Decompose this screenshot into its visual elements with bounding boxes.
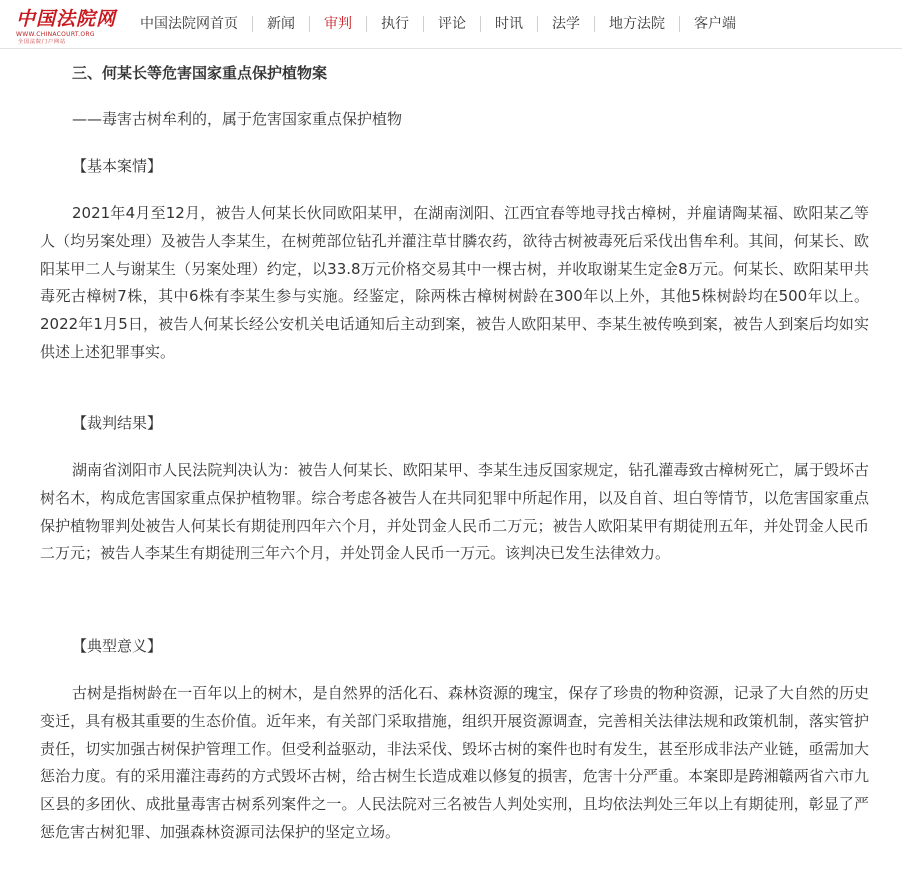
section-title-significance: 【典型意义】 bbox=[72, 637, 163, 655]
section-text-significance: 古树是指树龄在一百年以上的树木，是自然界的活化石、森林资源的瑰宝，保存了珍贵的物种资源，记录了大自然的历史变迁，具有极其重要的生态价值。近年来，有关部门采取措施，组织开展资源调查，完善相关法律法规和政策机制，落实管护责任，切实加强古树保护管理工作。但受利益驱动，非法采伐、毁坏古树的案件也时有发生，甚至形成非法产业链，亟需加大惩治力度。有的采用灌注毒药的方式毁坏古树，给古树生长造成难以修复的损害，危害十分严重。本案即是跨湘赣两省六市九区县的多团伙、成批量毒害古树系列案件之一。人民法院对三名被告人判处实刑，且均依法判处三年以上有期徒刑，彰显了严惩危害古树犯罪、加强森林资源司法保护的坚定立场。 bbox=[40, 684, 869, 841]
section-text-judgment: 湖南省浏阳市人民法院判决认为：被告人何某长、欧阳某甲、李某生违反国家规定，钻孔灌毒致古樟树死亡，属于毁坏古树名木，构成危害国家重点保护植物罪。综合考虑各被告人在共同犯罪中所起作用，以及自首、坦白等情节，以危害国家重点保护植物罪判处被告人何某长有期徒刑四年六个月，并处罚金人民币二万元；被告人欧阳某甲有期徒刑五年，并处罚金人民币二万元；被告人李某生有期徒刑三年六个月，并处罚金人民币一万元。该判决已发生法律效力。 bbox=[40, 461, 869, 563]
nav-item-current-news[interactable]: 时讯 bbox=[480, 16, 537, 32]
logo-subtitle: 全国法院门户网站 bbox=[18, 39, 67, 45]
nav-item-law-studies[interactable]: 法学 bbox=[537, 16, 594, 32]
nav-item-enforcement[interactable]: 执行 bbox=[366, 16, 423, 32]
top-navigation-bar bbox=[0, 0, 902, 49]
logo-url: WWW.CHINACOURT.ORG bbox=[16, 31, 95, 38]
site-logo[interactable] bbox=[14, 4, 117, 45]
nav-item-client-app[interactable]: 客户端 bbox=[679, 16, 750, 32]
section-title-facts: 【基本案情】 bbox=[72, 157, 163, 175]
section-title-judgment: 【裁判结果】 bbox=[72, 414, 163, 432]
case-title: 三、何某长等危害国家重点保护植物案 bbox=[72, 64, 328, 82]
logo-wordmark: 中国法院网 bbox=[16, 8, 117, 30]
nav-item-local-courts[interactable]: 地方法院 bbox=[594, 16, 679, 32]
main-nav bbox=[134, 0, 750, 48]
nav-item-home[interactable]: 中国法院网首页 bbox=[140, 16, 238, 32]
section-text-facts: 2021年4月至12月，被告人何某长伙同欧阳某甲，在湖南浏阳、江西宜春等地寻找古樟树，并雇请陶某福、欧阳某乙等人（均另案处理）及被告人李某生，在树蔸部位钻孔并灌注草甘膦农药，欲待古树被毒死后采伐出售牟利。其间，何某长、欧阳某甲二人与谢某生（另案处理）约定，以33.8万元价格交易其中一棵古树，并收取谢某生定金8万元。何某长、欧阳某甲共毒死古樟树7株，其中6株有李某生参与实施。经鉴定，除两株古樟树树龄在300年以上外，其他5株树龄均在500年以上。2022年1月5日，被告人何某长经公安机关电话通知后主动到案，被告人欧阳某甲、李某生被传唤到案，被告人到案后均如实供述上述犯罪事实。 bbox=[40, 204, 869, 361]
nav-item-commentary[interactable]: 评论 bbox=[423, 16, 480, 32]
case-subtitle: ——毒害古树牟利的，属于危害国家重点保护植物 bbox=[72, 110, 403, 128]
nav-item-trial[interactable]: 审判 bbox=[309, 16, 366, 32]
nav-item-news[interactable]: 新闻 bbox=[252, 16, 309, 32]
